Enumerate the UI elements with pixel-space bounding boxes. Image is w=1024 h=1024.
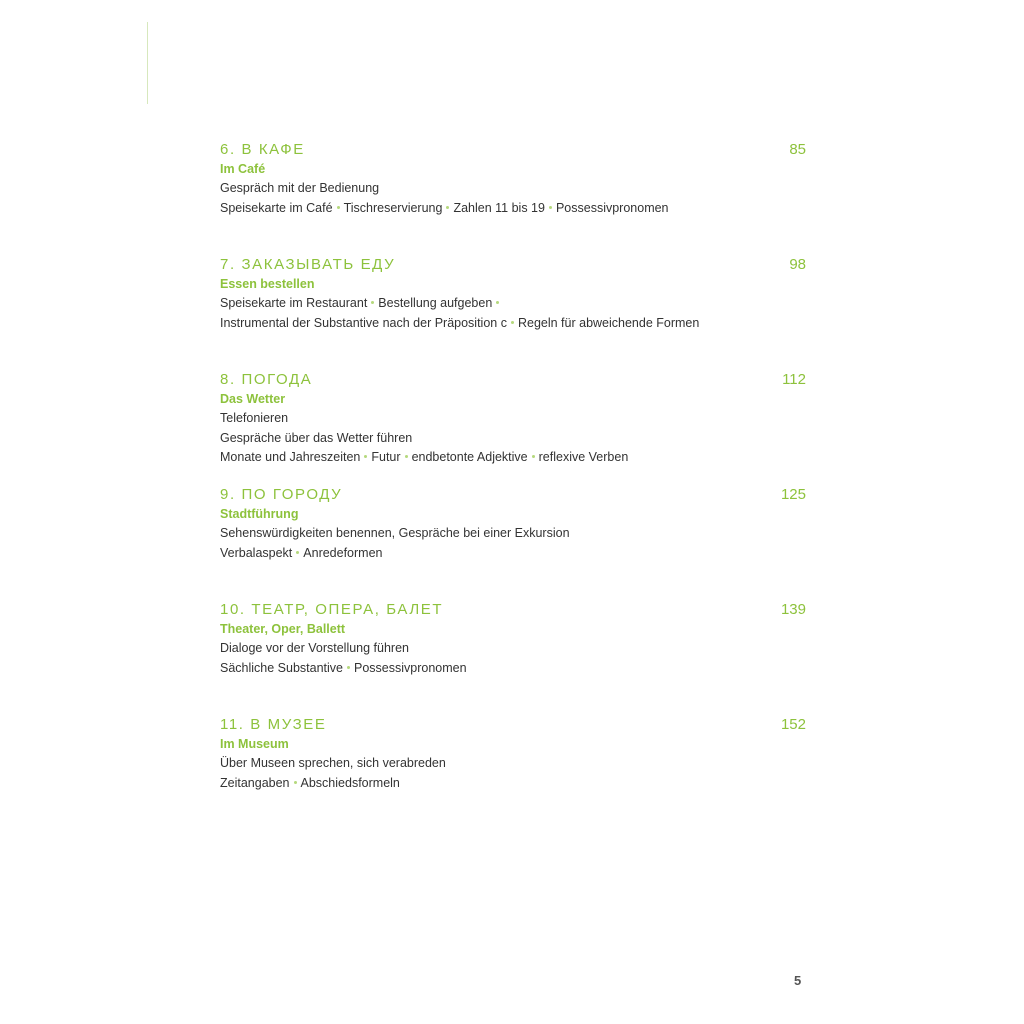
chapter-title: 9. ПО ГОРОДУ	[220, 486, 343, 503]
topic: endbetonte Adjektive	[411, 450, 528, 464]
topic: Regeln für abweichende Formen	[517, 315, 700, 330]
bullet-separator	[446, 206, 449, 209]
topic: Dialoge vor der Vorstellung führen	[220, 641, 410, 655]
chapter-page-number: 112	[782, 371, 806, 388]
topic: Zeitangaben	[220, 775, 290, 790]
chapter-entry	[220, 139, 806, 254]
chapter-topic-line	[220, 199, 806, 219]
chapter-page-number: 139	[780, 601, 806, 618]
chapter-entry	[220, 369, 806, 484]
topic: Telefonieren	[220, 411, 289, 425]
topic: Bestellung aufgeben	[378, 296, 493, 310]
topic: Monate und Jahreszeiten	[220, 450, 361, 464]
topic: Instrumental der Substantive nach der Präposition с	[220, 315, 507, 330]
chapter-topic-line	[220, 754, 806, 774]
topic: Speisekarte im Café	[220, 200, 333, 215]
chapter-title: 6. В КАФЕ	[220, 141, 305, 158]
table-of-contents	[220, 139, 806, 829]
chapter-topic-line	[220, 314, 806, 334]
chapter-topic-line	[220, 448, 806, 468]
chapter-heading	[220, 599, 806, 621]
bullet-separator	[294, 781, 297, 784]
bullet-separator	[371, 301, 374, 304]
chapter-entry	[220, 254, 806, 369]
chapter-topic-line	[220, 294, 806, 314]
topic: Verbalaspekt	[220, 545, 293, 560]
bullet-separator	[549, 206, 552, 209]
bullet-separator	[347, 666, 350, 669]
bullet-separator	[511, 321, 514, 324]
chapter-page-number: 85	[789, 141, 806, 158]
chapter-topic-line	[220, 429, 806, 449]
chapter-topic-line	[220, 659, 806, 679]
topic: Gespräche über das Wetter führen	[220, 430, 413, 445]
topic: Anredeformen	[303, 545, 383, 560]
topic: Possessivpronomen	[354, 660, 467, 675]
bullet-separator	[405, 455, 408, 458]
chapter-entry	[220, 599, 806, 714]
bullet-separator	[364, 455, 367, 458]
bullet-separator	[337, 206, 340, 209]
chapter-subtitle: Essen bestellen	[220, 277, 315, 291]
topic: Possessivpronomen	[555, 200, 669, 215]
chapter-title: 8. ПОГОДА	[220, 371, 313, 388]
chapter-subtitle: Das Wetter	[220, 392, 286, 406]
chapter-topic-line	[220, 524, 806, 544]
chapter-page-number: 152	[780, 716, 806, 733]
chapter-heading	[220, 139, 806, 161]
chapter-heading	[220, 714, 806, 736]
topic: Sächliche Substantive	[220, 660, 343, 675]
topic: Gespräch mit der Bedienung	[220, 181, 380, 195]
chapter-subtitle: Theater, Oper, Ballett	[220, 622, 346, 636]
topic: Zahlen 11 bis 19	[453, 200, 545, 215]
chapter-topic-line	[220, 179, 806, 199]
chapter-page-number: 98	[789, 256, 806, 273]
chapter-subtitle: Stadtführung	[220, 507, 299, 521]
chapter-entry	[220, 714, 806, 829]
chapter-heading	[220, 484, 806, 506]
chapter-topic-line	[220, 774, 806, 794]
topic: Futur	[371, 450, 401, 464]
chapter-topic-line	[220, 544, 806, 564]
topic: Abschiedsformeln	[300, 775, 400, 790]
bullet-separator	[296, 551, 299, 554]
chapter-subtitle: Im Museum	[220, 737, 289, 751]
chapter-subtitle: Im Café	[220, 162, 266, 176]
chapter-title: 11. В МУЗЕЕ	[220, 716, 327, 733]
margin-rule	[147, 22, 148, 104]
bullet-separator	[496, 301, 499, 304]
chapter-entry	[220, 484, 806, 599]
chapter-title: 10. ТЕАТР, ОПЕРА, БАЛЕТ	[220, 601, 444, 618]
topic: Sehenswürdigkeiten benennen, Gespräche bei einer Exkursion	[220, 526, 570, 540]
chapter-page-number: 125	[780, 486, 806, 503]
chapter-heading	[220, 369, 806, 391]
chapter-title: 7. ЗАКАЗЫВАТЬ ЕДУ	[220, 256, 396, 273]
chapter-topic-line	[220, 639, 806, 659]
topic: Speisekarte im Restaurant	[220, 296, 368, 310]
topic: reflexive Verben	[538, 450, 629, 464]
chapter-topic-line	[220, 409, 806, 429]
chapter-heading	[220, 254, 806, 276]
topic: Tischreservierung	[343, 200, 443, 215]
bullet-separator	[532, 455, 535, 458]
page-number: 5	[794, 973, 802, 988]
topic: Über Museen sprechen, sich verabreden	[220, 756, 446, 770]
